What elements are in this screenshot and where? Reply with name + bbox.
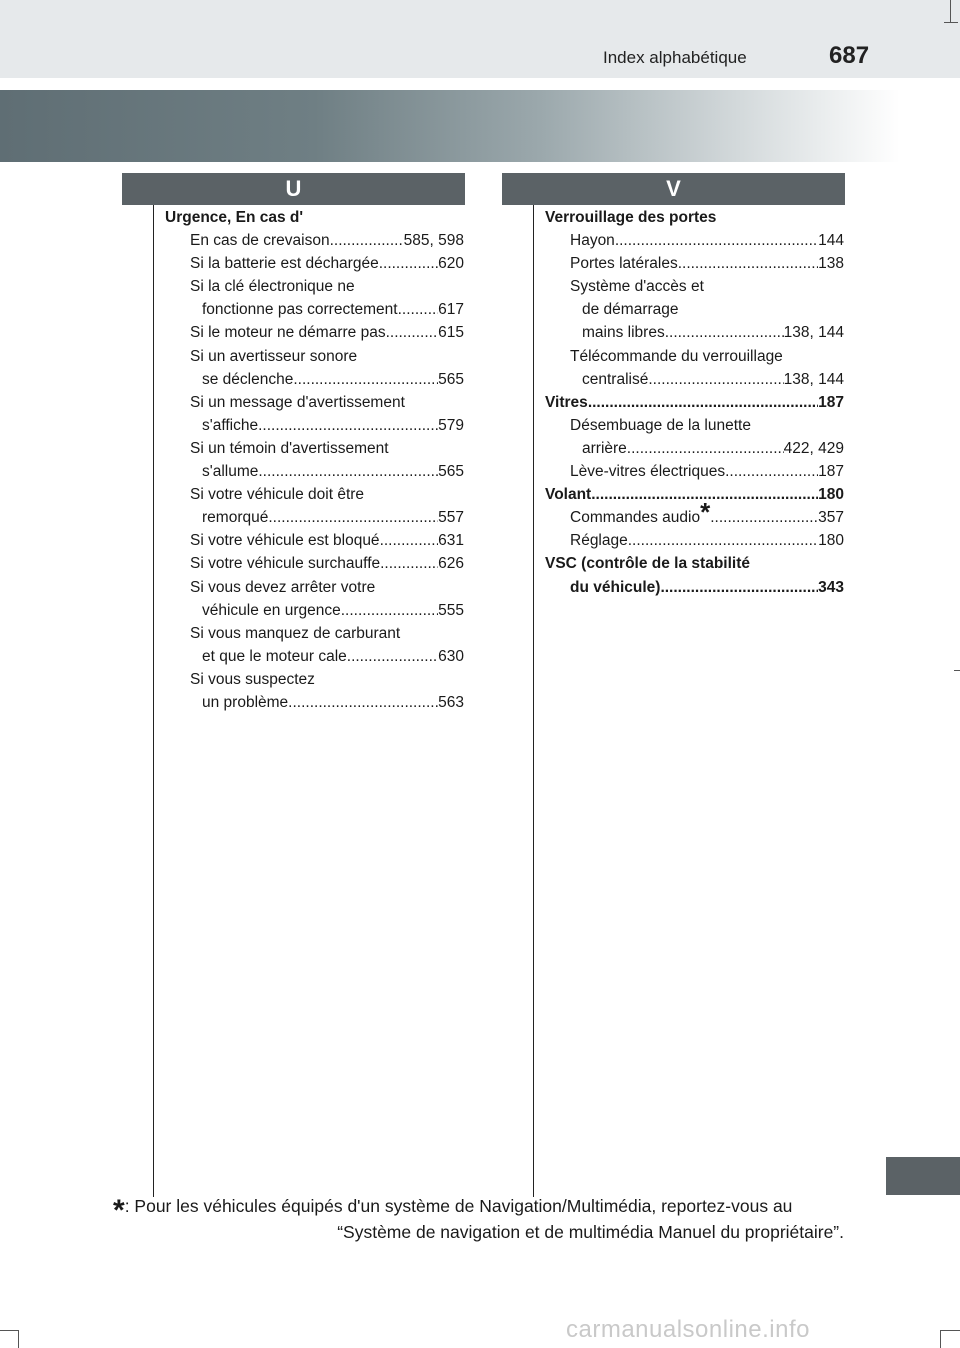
index-entry xyxy=(165,529,464,552)
entry-text: Système d'accès et xyxy=(570,278,704,296)
index-entry xyxy=(545,437,844,460)
entry-pages: 144 xyxy=(818,232,844,250)
index-entry xyxy=(165,321,464,344)
index-entry xyxy=(165,460,464,483)
leader-dots xyxy=(347,645,438,668)
entry-text: Verrouillage des portes xyxy=(545,209,717,226)
entry-star: * xyxy=(700,497,711,528)
crop-mark xyxy=(944,22,958,23)
leader-dots xyxy=(330,229,404,252)
index-entry xyxy=(165,599,464,622)
entry-text: arrière xyxy=(582,439,627,457)
index-entry xyxy=(165,437,464,460)
crop-mark xyxy=(950,0,951,22)
entry-pages: 357 xyxy=(818,509,844,527)
index-column-v xyxy=(545,206,844,599)
index-entry xyxy=(165,229,464,252)
crop-mark xyxy=(18,1330,19,1348)
index-entry xyxy=(165,391,464,414)
index-entry xyxy=(545,483,844,506)
entry-text: Commandes audio xyxy=(570,509,701,527)
entry-text: centralisé xyxy=(582,370,649,388)
index-entry xyxy=(545,321,844,344)
index-entry xyxy=(165,298,464,321)
leader-dots xyxy=(660,576,818,599)
entry-pages: 579 xyxy=(438,416,464,434)
leader-dots xyxy=(615,229,818,252)
index-entry xyxy=(545,252,844,275)
crop-mark xyxy=(954,670,960,671)
entry-text: Lève-vitres électriques xyxy=(570,463,726,481)
index-entry xyxy=(165,622,464,645)
section-header-u: U xyxy=(122,173,465,205)
index-entry xyxy=(165,483,464,506)
entry-text: Si un message d'avertissement xyxy=(190,393,405,411)
entry-pages: 557 xyxy=(438,509,464,527)
entry-text: En cas de crevaison xyxy=(190,232,330,250)
leader-dots xyxy=(258,460,438,483)
entry-text: Si la batterie est déchargée xyxy=(190,255,379,273)
leader-dots xyxy=(341,599,438,622)
entry-pages: 555 xyxy=(438,601,464,619)
entry-pages: 180 xyxy=(818,486,844,504)
page-number: 687 xyxy=(829,42,870,69)
entry-pages: 615 xyxy=(438,324,464,342)
entry-text: Si le moteur ne démarre pas xyxy=(190,324,386,342)
index-entry xyxy=(545,552,844,575)
entry-text: Si vous devez arrêter votre xyxy=(190,578,376,596)
entry-pages: 138, 144 xyxy=(783,324,844,342)
index-column-u xyxy=(165,206,464,714)
entry-text: mains libres xyxy=(582,324,665,342)
index-entry xyxy=(165,576,464,599)
section-header-v: V xyxy=(502,173,845,205)
entry-text: s'allume xyxy=(202,463,259,481)
decorative-banner xyxy=(0,90,900,162)
entry-text: du véhicule) xyxy=(570,578,661,596)
index-entry xyxy=(545,414,844,437)
index-entry xyxy=(545,497,844,529)
leader-dots xyxy=(386,321,439,344)
entry-text: Hayon xyxy=(570,232,615,250)
entry-text: un problème xyxy=(202,693,289,711)
leader-dots xyxy=(258,414,438,437)
entry-text: Portes latérales xyxy=(570,255,678,273)
entry-text: de démarrage xyxy=(582,301,679,319)
leader-dots xyxy=(725,460,818,483)
index-entry xyxy=(545,529,844,552)
entry-pages: 138, 144 xyxy=(783,370,844,388)
index-entry xyxy=(165,668,464,691)
chapter-tab xyxy=(886,1157,960,1195)
leader-dots xyxy=(648,368,783,391)
entry-pages: 565 xyxy=(438,463,464,481)
index-entry xyxy=(165,275,464,298)
header-title: Index alphabétique xyxy=(603,48,747,67)
leader-dots xyxy=(380,529,439,552)
index-entry xyxy=(165,552,464,575)
leader-dots xyxy=(665,321,784,344)
entry-text: Si votre véhicule est bloqué xyxy=(190,532,380,550)
entry-text: fonctionne pas correctement xyxy=(202,301,398,319)
index-entry xyxy=(165,345,464,368)
entry-text: Si la clé électronique ne xyxy=(190,278,355,296)
entry-text: Urgence, En cas d' xyxy=(165,209,304,226)
index-entry xyxy=(545,206,844,229)
entry-text: véhicule en urgence xyxy=(202,601,341,619)
entry-text: VSC (contrôle de la stabilité xyxy=(545,555,750,573)
index-entry xyxy=(165,252,464,275)
index-entry xyxy=(165,691,464,714)
index-entry xyxy=(545,229,844,252)
entry-pages: 187 xyxy=(818,463,844,481)
entry-pages: 617 xyxy=(438,301,464,319)
crop-mark xyxy=(940,1330,941,1348)
entry-text: Désembuage de la lunette xyxy=(570,416,751,434)
entry-pages: 620 xyxy=(438,255,464,273)
entry-text: Télécommande du verrouillage xyxy=(570,347,783,365)
leader-dots xyxy=(288,691,438,714)
entry-text: Réglage xyxy=(570,532,628,550)
entry-pages: 187 xyxy=(818,393,844,411)
crop-mark xyxy=(0,1330,18,1331)
entry-pages: 180 xyxy=(818,532,844,550)
entry-text: Vitres xyxy=(545,393,588,411)
index-entry xyxy=(545,298,844,321)
leader-dots xyxy=(678,252,818,275)
entry-text: s'affiche xyxy=(202,416,259,434)
index-entry xyxy=(545,391,844,414)
crop-mark xyxy=(940,1330,960,1331)
leader-dots xyxy=(628,529,818,552)
index-entry xyxy=(165,506,464,529)
index-entry xyxy=(545,275,844,298)
entry-pages: 626 xyxy=(438,555,464,573)
footnote-star: * xyxy=(113,1194,125,1227)
index-entry xyxy=(165,206,464,229)
entry-text: Si votre véhicule doit être xyxy=(190,486,365,504)
entry-pages: 565 xyxy=(438,370,464,388)
leader-dots xyxy=(293,368,438,391)
index-entry xyxy=(165,414,464,437)
entry-text: se déclenche xyxy=(202,370,294,388)
entry-pages: 343 xyxy=(818,578,844,596)
entry-text: Si un avertisseur sonore xyxy=(190,347,358,365)
leader-dots xyxy=(379,252,438,275)
index-entry xyxy=(545,576,844,599)
column-rule-v xyxy=(533,205,534,1197)
entry-pages: 630 xyxy=(438,647,464,665)
entry-pages: 422, 429 xyxy=(783,439,844,457)
footnote-line-2: “Système de navigation et de multimédia Manuel du propriétaire”. xyxy=(337,1222,844,1242)
index-entry xyxy=(545,345,844,368)
index-entry xyxy=(545,460,844,483)
entry-text: Volant xyxy=(545,486,592,504)
entry-pages: 563 xyxy=(438,693,464,711)
footnote xyxy=(113,1190,844,1245)
footnote-line-1: *: Pour les véhicules équipés d'un système de Navigation/Multimédia, reportez-vous au xyxy=(113,1194,793,1227)
watermark: carmanualsonline.info xyxy=(566,1316,810,1343)
entry-pages: 631 xyxy=(438,532,464,550)
entry-text: Si un témoin d'avertissement xyxy=(190,439,389,457)
index-entry xyxy=(165,368,464,391)
page-header xyxy=(0,0,960,78)
index-entry xyxy=(165,645,464,668)
leader-dots xyxy=(710,506,818,529)
entry-pages: 585, 598 xyxy=(403,232,464,250)
entry-text: Si votre véhicule surchauffe xyxy=(190,555,381,573)
index-entry xyxy=(545,368,844,391)
leader-dots xyxy=(398,298,439,321)
leader-dots xyxy=(588,391,818,414)
entry-text: Si vous suspectez xyxy=(190,670,315,688)
leader-dots xyxy=(268,506,438,529)
leader-dots xyxy=(380,552,438,575)
leader-dots xyxy=(627,437,784,460)
entry-text: et que le moteur cale xyxy=(202,647,347,665)
column-rule-u xyxy=(153,205,154,1197)
entry-text: remorqué xyxy=(202,509,269,527)
entry-text: Si vous manquez de carburant xyxy=(190,624,401,642)
entry-pages: 138 xyxy=(818,255,844,273)
